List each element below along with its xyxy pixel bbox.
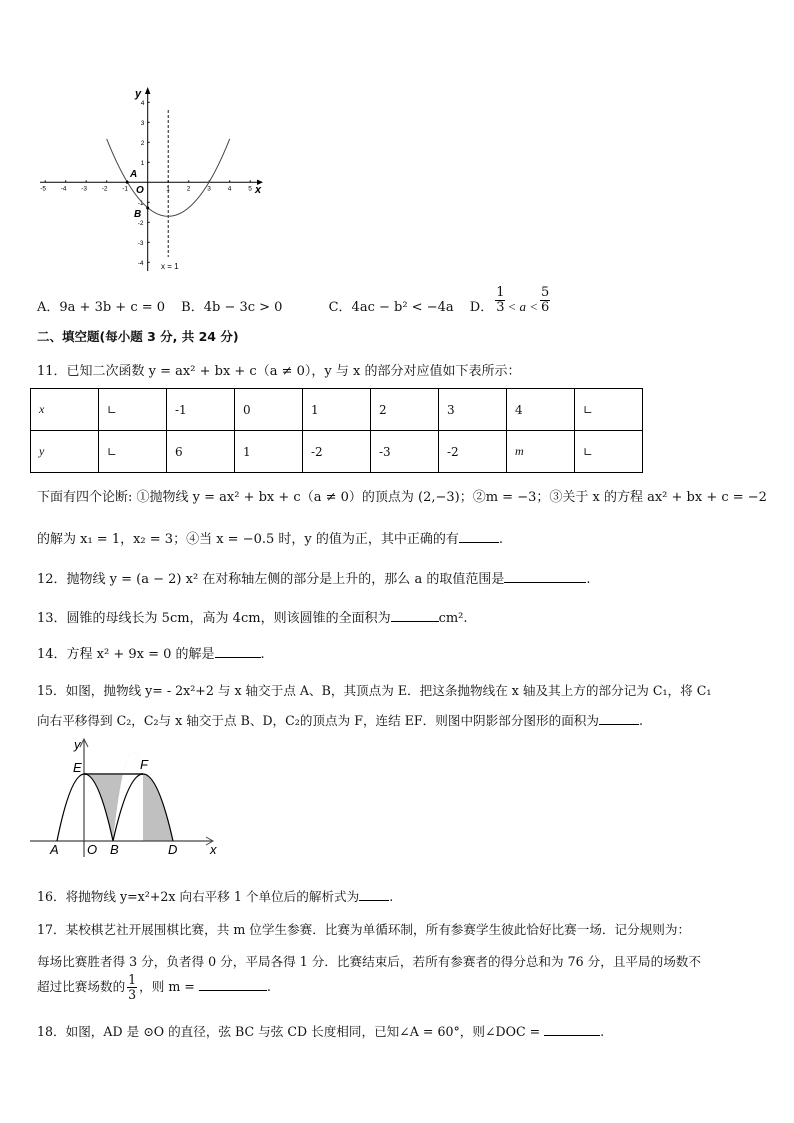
table-cell: ∟ bbox=[575, 431, 643, 473]
question-15-line2 bbox=[37, 710, 643, 729]
x-tick-label: -2 bbox=[101, 185, 108, 193]
point-e-label: E bbox=[73, 760, 82, 775]
table-cell: 2 bbox=[371, 389, 439, 431]
table-cell: y bbox=[31, 431, 99, 473]
table-cell: m bbox=[507, 431, 575, 473]
fraction-denominator: 6 bbox=[541, 300, 550, 315]
option-d[interactable] bbox=[469, 285, 553, 315]
question-13 bbox=[37, 607, 468, 626]
x-tick-label: 1 bbox=[166, 185, 170, 193]
x-tick-label: 4 bbox=[227, 185, 232, 193]
table-row bbox=[31, 431, 643, 473]
answer-blank[interactable] bbox=[599, 712, 639, 725]
period: . bbox=[638, 713, 643, 728]
table-cell: x bbox=[31, 389, 99, 431]
point-b-label: B bbox=[134, 209, 142, 220]
table-cell: 1 bbox=[235, 431, 303, 473]
answer-blank[interactable] bbox=[544, 1023, 600, 1036]
period: . bbox=[586, 572, 591, 587]
unit: cm². bbox=[438, 611, 468, 626]
question-17-line3 bbox=[37, 973, 271, 1002]
answer-blank[interactable] bbox=[215, 645, 261, 658]
y-tick-label: -1 bbox=[137, 199, 144, 207]
option-c[interactable]: C．4ac − b² < −4a bbox=[328, 300, 454, 315]
question-18 bbox=[37, 1021, 604, 1040]
symmetry-axis-label: x = 1 bbox=[161, 262, 179, 271]
option-b[interactable]: B．4b − 3c > 0 bbox=[181, 300, 283, 315]
question-17-text: 超过比赛场数的 bbox=[37, 979, 126, 994]
option-d-inequality: < a < bbox=[507, 299, 539, 314]
question-12 bbox=[37, 568, 590, 587]
y-tick-label: 3 bbox=[140, 119, 145, 127]
y-tick-label: 4 bbox=[140, 99, 145, 107]
fraction-numerator: 1 bbox=[128, 972, 137, 987]
question-13-text: 13．圆锥的母线长为 5cm，高为 4cm，则该圆锥的全面积为 bbox=[37, 611, 391, 626]
x-tick-label: -1 bbox=[122, 185, 128, 193]
table-row bbox=[31, 389, 643, 431]
question-11-stem: 11．已知二次函数 y = ax² + bx + c（a ≠ 0），y 与 x 的部分对应值如下表所示： bbox=[37, 364, 521, 379]
table-cell: -1 bbox=[167, 389, 235, 431]
question-11-line1: 下面有四个论断: ①抛物线 y = ax² + bx + c（a ≠ 0）的顶点为 (2,−3)；②m = −3；③关于 x 的方程 ax² + bx + c = −2 bbox=[37, 490, 767, 505]
y-tick-label: 2 bbox=[140, 139, 145, 147]
y-axis-label: y bbox=[74, 737, 81, 752]
table-cell: 6 bbox=[167, 431, 235, 473]
shaded-region bbox=[143, 774, 173, 841]
question-14-text: 14．方程 x² + 9x = 0 的解是 bbox=[37, 647, 215, 662]
answer-blank[interactable] bbox=[199, 978, 267, 991]
answer-blank[interactable] bbox=[459, 530, 499, 543]
table-cell: 1 bbox=[303, 389, 371, 431]
x-axis-label: x bbox=[255, 184, 262, 196]
table-cell: ∟ bbox=[99, 431, 167, 473]
value-table bbox=[30, 388, 643, 473]
point-b-label: B bbox=[110, 842, 119, 857]
answer-blank[interactable] bbox=[391, 609, 439, 622]
table-cell: 0 bbox=[235, 389, 303, 431]
table-cell: -2 bbox=[439, 431, 507, 473]
section-heading: 二、填空题(每小题 3 分, 共 24 分) bbox=[37, 329, 239, 344]
x-tick-label: -5 bbox=[40, 185, 46, 193]
question-18-text: 18．如图，AD 是 ⊙O 的直径，弦 BC 与弦 CD 长度相同，已知∠A = 60°，则∠DOC = bbox=[37, 1024, 541, 1039]
period: . bbox=[389, 889, 394, 904]
question-14 bbox=[37, 643, 265, 662]
point-a-label: A bbox=[50, 842, 59, 857]
question-15-line1: 15．如图，抛物线 y= - 2x²+2 与 x 轴交于点 A、B，其顶点为 E．把这条抛物线在 x 轴及其上方的部分记为 C₁，将 C₁ bbox=[37, 683, 712, 698]
question-12-text: 12．抛物线 y = (a − 2) x² 在对称轴左侧的部分是上升的，那么 a 的取值范围是 bbox=[37, 572, 505, 587]
y-tick-label: 1 bbox=[140, 159, 145, 167]
x-axis-label: x bbox=[210, 842, 217, 857]
translated-parabolas-figure bbox=[30, 735, 230, 860]
question-17-line2: 每场比赛胜者得 3 分，负者得 0 分，平局各得 1 分．比赛结束后，若所有参赛者的得分总和为 76 分，且平局的场数不 bbox=[37, 954, 701, 969]
question-17-line1: 17．某校棋艺社开展围棋比赛，共 m 位学生参赛．比赛为单循环制，所有参赛学生彼此恰好比赛一场．记分规则为： bbox=[37, 922, 691, 937]
y-tick-label: -2 bbox=[137, 219, 144, 227]
point-d-label: D bbox=[168, 842, 178, 857]
table-cell: -2 bbox=[303, 431, 371, 473]
fraction-numerator: 5 bbox=[541, 285, 550, 300]
table-cell: -3 bbox=[371, 431, 439, 473]
y-tick-label: -4 bbox=[137, 259, 144, 267]
parabola-graph-figure bbox=[35, 85, 270, 275]
choice-options bbox=[37, 285, 552, 315]
option-a[interactable]: A．9a + 3b + c = 0 bbox=[37, 300, 166, 315]
period: . bbox=[600, 1024, 605, 1039]
answer-blank[interactable] bbox=[504, 570, 586, 583]
fraction-numerator: 1 bbox=[496, 285, 505, 300]
x-tick-label: -3 bbox=[81, 185, 87, 193]
period: . bbox=[266, 979, 271, 994]
question-11-line2 bbox=[37, 528, 503, 547]
origin-label: O bbox=[87, 842, 98, 857]
table-cell: ∟ bbox=[575, 389, 643, 431]
fraction-denominator: 3 bbox=[496, 300, 505, 315]
x-tick-label: 5 bbox=[248, 185, 252, 193]
table-cell: 3 bbox=[439, 389, 507, 431]
y-tick-label: -3 bbox=[137, 239, 144, 247]
origin-label: O bbox=[136, 185, 144, 196]
table-cell: 4 bbox=[507, 389, 575, 431]
question-17-text: ，则 m = bbox=[139, 979, 195, 994]
fraction-denominator: 3 bbox=[128, 987, 137, 1002]
x-tick-label: 2 bbox=[186, 185, 191, 193]
question-15-text: 向右平移得到 C₂，C₂与 x 轴交于点 B、D，C₂的顶点为 F，连结 EF．则图中阴影部分图形的面积为 bbox=[37, 713, 599, 728]
table-cell: ∟ bbox=[99, 389, 167, 431]
y-axis-label: y bbox=[135, 88, 142, 100]
period: . bbox=[498, 532, 504, 547]
point-f-label: F bbox=[140, 757, 148, 772]
question-16-text: 16．将抛物线 y=x²+2x 向右平移 1 个单位后的解析式为 bbox=[37, 889, 360, 904]
x-tick-label: -4 bbox=[60, 185, 67, 193]
question-16 bbox=[37, 886, 393, 905]
period: . bbox=[260, 647, 265, 662]
question-11-text: 的解为 x₁ = 1，x₂ = 3；④当 x = −0.5 时，y 的值为正，其中正确的有 bbox=[37, 532, 459, 547]
point-a-label: A bbox=[130, 169, 138, 180]
option-d-prefix: D． bbox=[469, 300, 494, 315]
x-tick-label: 3 bbox=[207, 185, 211, 193]
answer-blank[interactable] bbox=[359, 888, 389, 901]
